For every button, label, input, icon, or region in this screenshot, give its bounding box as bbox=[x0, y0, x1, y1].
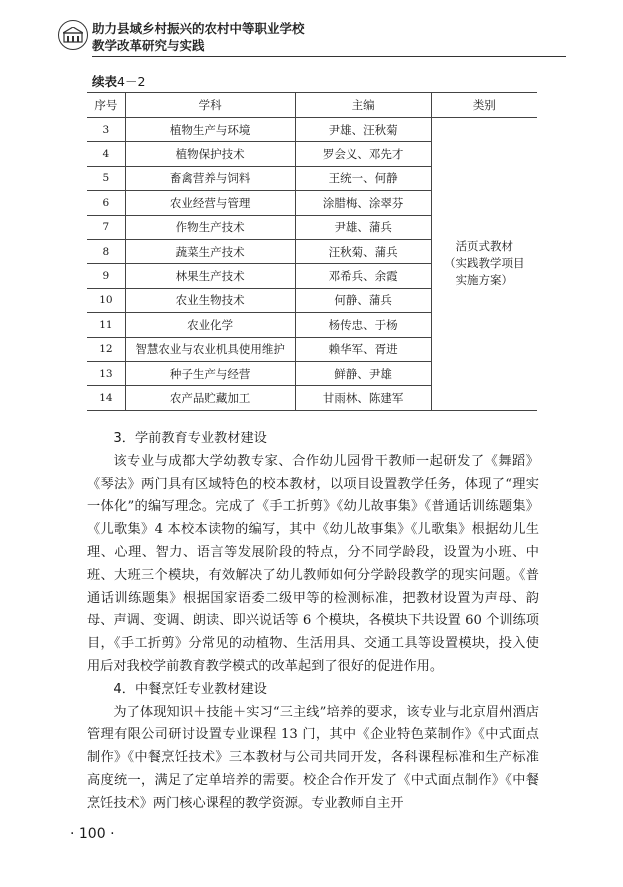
row-editor: 尹雄、蒲兵 bbox=[295, 215, 431, 239]
book-title bbox=[92, 20, 305, 54]
book-title-line2: 教学改革研究与实践 bbox=[92, 38, 205, 53]
row-editor: 邓希兵、余霞 bbox=[295, 264, 431, 288]
row-no: 5 bbox=[87, 166, 125, 190]
row-subject: 农业生物技术 bbox=[125, 288, 295, 312]
row-subject: 畜禽营养与饲料 bbox=[125, 166, 295, 190]
row-subject: 植物生产与环境 bbox=[125, 118, 295, 142]
category-line: 实施方案） bbox=[455, 273, 514, 288]
row-editor: 甘雨林、陈建军 bbox=[295, 386, 431, 410]
header-subject: 学科 bbox=[125, 93, 295, 118]
row-editor: 罗会义、邓先才 bbox=[295, 142, 431, 166]
table-caption bbox=[92, 72, 145, 90]
book-title-line1: 助力县域乡村振兴的农村中等职业学校 bbox=[92, 21, 305, 36]
table-row bbox=[87, 118, 537, 142]
row-editor: 杨传忠、于杨 bbox=[295, 313, 431, 337]
row-editor: 汪秋菊、蒲兵 bbox=[295, 239, 431, 263]
category-line: 活页式教材 bbox=[455, 239, 514, 254]
category-line: （实践教学项目 bbox=[444, 256, 525, 271]
page-number: · 100 · bbox=[70, 826, 115, 842]
header-no: 序号 bbox=[87, 93, 125, 118]
row-editor: 何静、蒲兵 bbox=[295, 288, 431, 312]
row-no: 12 bbox=[87, 337, 125, 361]
table-header-row bbox=[87, 93, 537, 118]
row-no: 13 bbox=[87, 361, 125, 385]
row-no: 7 bbox=[87, 215, 125, 239]
body-text bbox=[87, 428, 539, 816]
row-no: 9 bbox=[87, 264, 125, 288]
paragraph-preschool: 该专业与成都大学幼教专家、合作幼儿园骨干教师一起研发了《舞蹈》《琴法》两门具有区域特色的校本教材，以项目设置教学任务，体现了“理实一体化”的编写理念。完成了《手工折剪》《幼儿故事集》《普通话训练题集》《儿歌集》4 本校本读物的编写，其中《幼儿故事集》《儿歌集》根据幼儿生理、心理、智力、语言等发展阶段的特点，分不同学龄段，设置为小班、中班、大班三个模块，有效解决了幼儿教师如何分学龄段教学的现实问题。《普通话训练题集》根据国家语委二级甲等的检测标准，把教材设置为声母、韵母、声调、变调、朗读、即兴说话等 6 个模块，各模块下共设置 60 个训练项目，《手工折剪》分常见的动植物、生活用具、交通工具等设置模块，投入使用后对我校学前教育教学模式的改革起到了很好的促进作用。 bbox=[87, 453, 539, 674]
row-subject: 农业经营与管理 bbox=[125, 191, 295, 215]
section-heading-preschool: 3．学前教育专业教材建设 bbox=[113, 431, 267, 446]
header-category: 类别 bbox=[431, 93, 537, 118]
row-no: 6 bbox=[87, 191, 125, 215]
row-subject: 智慧农业与农业机具使用维护 bbox=[125, 337, 295, 361]
row-subject: 农产品贮藏加工 bbox=[125, 386, 295, 410]
row-subject: 蔬菜生产技术 bbox=[125, 239, 295, 263]
row-editor: 鲜静、尹雄 bbox=[295, 361, 431, 385]
row-no: 10 bbox=[87, 288, 125, 312]
section-heading-cuisine: 4．中餐烹饪专业教材建设 bbox=[113, 681, 267, 697]
row-editor: 尹雄、汪秋菊 bbox=[295, 118, 431, 142]
row-no: 14 bbox=[87, 386, 125, 410]
row-subject: 种子生产与经营 bbox=[125, 361, 295, 385]
row-no: 11 bbox=[87, 313, 125, 337]
row-subject: 林果生产技术 bbox=[125, 264, 295, 288]
running-header bbox=[58, 18, 568, 58]
row-editor: 王统一、何静 bbox=[295, 166, 431, 190]
header-rule bbox=[92, 56, 566, 57]
textbook-table bbox=[87, 92, 537, 411]
row-no: 8 bbox=[87, 239, 125, 263]
row-subject: 农业化学 bbox=[125, 313, 295, 337]
row-subject: 植物保护技术 bbox=[125, 142, 295, 166]
header-editor: 主编 bbox=[295, 93, 431, 118]
row-no: 3 bbox=[87, 118, 125, 142]
row-editor: 赖华军、胥进 bbox=[295, 337, 431, 361]
row-subject: 作物生产技术 bbox=[125, 215, 295, 239]
school-logo-icon bbox=[58, 20, 88, 50]
paragraph-cuisine: 为了体现知识＋技能＋实习“三主线”培养的要求，该专业与北京眉州酒店管理有限公司研讨设置专业课程 13 门，其中《企业特色菜制作》《中式面点制作》《中餐烹饪技术》三本教材与公司共同开发，各科课程标准和生产标准高度统一，满足了定单培养的需要。校企合作开发了《中式面点制作》《中餐烹饪技术》两门核心课程的教学资源。专业教师自主开 bbox=[87, 704, 539, 811]
row-no: 4 bbox=[87, 142, 125, 166]
row-editor: 涂腊梅、涂翠芬 bbox=[295, 191, 431, 215]
category-cell bbox=[431, 118, 537, 411]
table-caption-label: 续表 bbox=[92, 74, 118, 89]
table-caption-number: 4－2 bbox=[117, 74, 146, 89]
